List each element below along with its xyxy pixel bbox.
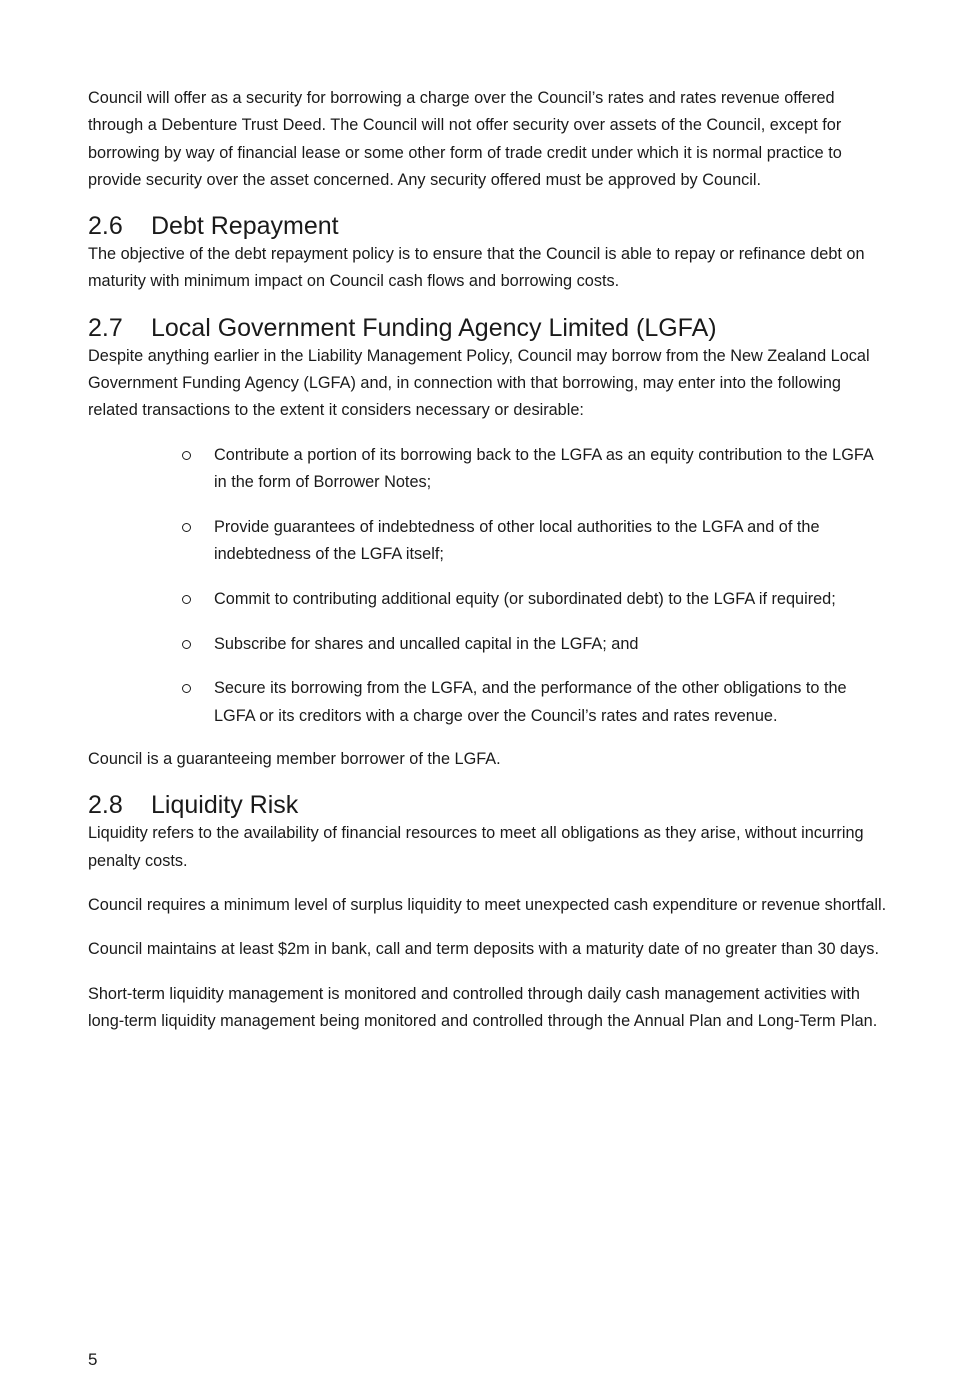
liquidity-paragraph-2: Council requires a minimum level of surplus liquidity to meet unexpected cash expenditure or revenue shortfall. (88, 895, 887, 914)
section-heading-liquidity-risk (88, 790, 888, 820)
list-item (182, 675, 888, 730)
list-item-text: Contribute a portion of its borrowing back to the LGFA as an equity contribution to the LGFA in the form of Borrower Notes; (214, 445, 873, 491)
liquidity-paragraph-4: Short-term liquidity management is monitored and controlled through daily cash management activities with long-term liquidity management being monitored and controlled through the Annual Plan and Long-Term Plan. (88, 984, 878, 1030)
section-heading-debt-repayment (88, 211, 888, 241)
section-number: 2.8 (88, 791, 123, 820)
liquidity-paragraph-3: Council maintains at least $2m in bank, call and term deposits with a maturity date of no greater than 30 days. (88, 940, 879, 959)
hollow-circle-bullet-icon (182, 640, 191, 649)
list-item-text: Provide guarantees of indebtedness of other local authorities to the LGFA and of the indebtedness of the LGFA itself; (214, 517, 820, 564)
liquidity-paragraph-1: Liquidity refers to the availability of financial resources to meet all obligations as they arise, without incurring penalty costs. (88, 824, 864, 870)
list-item (182, 514, 888, 569)
hollow-circle-bullet-icon (182, 451, 191, 460)
list-item (182, 586, 888, 613)
list-item-text: Subscribe for shares and uncalled capital in the LGFA; and (214, 634, 639, 653)
hollow-circle-bullet-icon (182, 684, 191, 693)
list-item-text: Commit to contributing additional equity (or subordinated debt) to the LGFA if required; (214, 589, 836, 608)
document-page (88, 85, 888, 1052)
section-heading-lgfa (88, 313, 888, 343)
hollow-circle-bullet-icon (182, 595, 191, 604)
lgfa-transactions-list (88, 442, 888, 730)
lgfa-intro-paragraph: Despite anything earlier in the Liability Management Policy, Council may borrow from the New Zealand Local Government Funding Agency (LGFA) and, in connection with that borrowing, may enter into the following related transactions to the extent it considers necessary or desirable: (88, 346, 870, 420)
debt-repayment-paragraph: The objective of the debt repayment policy is to ensure that the Council is able to repay or refinance debt on maturity with minimum impact on Council cash flows and borrowing costs. (88, 245, 865, 291)
hollow-circle-bullet-icon (182, 523, 191, 532)
lgfa-closing-paragraph: Council is a guaranteeing member borrower of the LGFA. (88, 750, 501, 769)
section-number: 2.6 (88, 212, 123, 241)
intro-paragraph: Council will offer as a security for borrowing a charge over the Council’s rates and rates revenue offered through a Debenture Trust Deed. The Council will not offer security over assets of the Council, except for borrowing by way of financial lease or some other form of trade credit under which it is normal practice to provide security over the asset concerned. Any security offered must be approved by Council. (88, 89, 842, 189)
section-number: 2.7 (88, 313, 123, 342)
section-title: Liquidity Risk (151, 791, 299, 820)
page-number: 5 (88, 1350, 98, 1369)
section-title: Local Government Funding Agency Limited (LGFA) (151, 313, 717, 342)
section-title: Debt Repayment (151, 212, 339, 241)
list-item (182, 631, 888, 658)
list-item (182, 442, 888, 497)
list-item-text: Secure its borrowing from the LGFA, and the performance of the other obligations to the LGFA or its creditors with a charge over the Council’s rates and rates revenue. (214, 679, 847, 725)
